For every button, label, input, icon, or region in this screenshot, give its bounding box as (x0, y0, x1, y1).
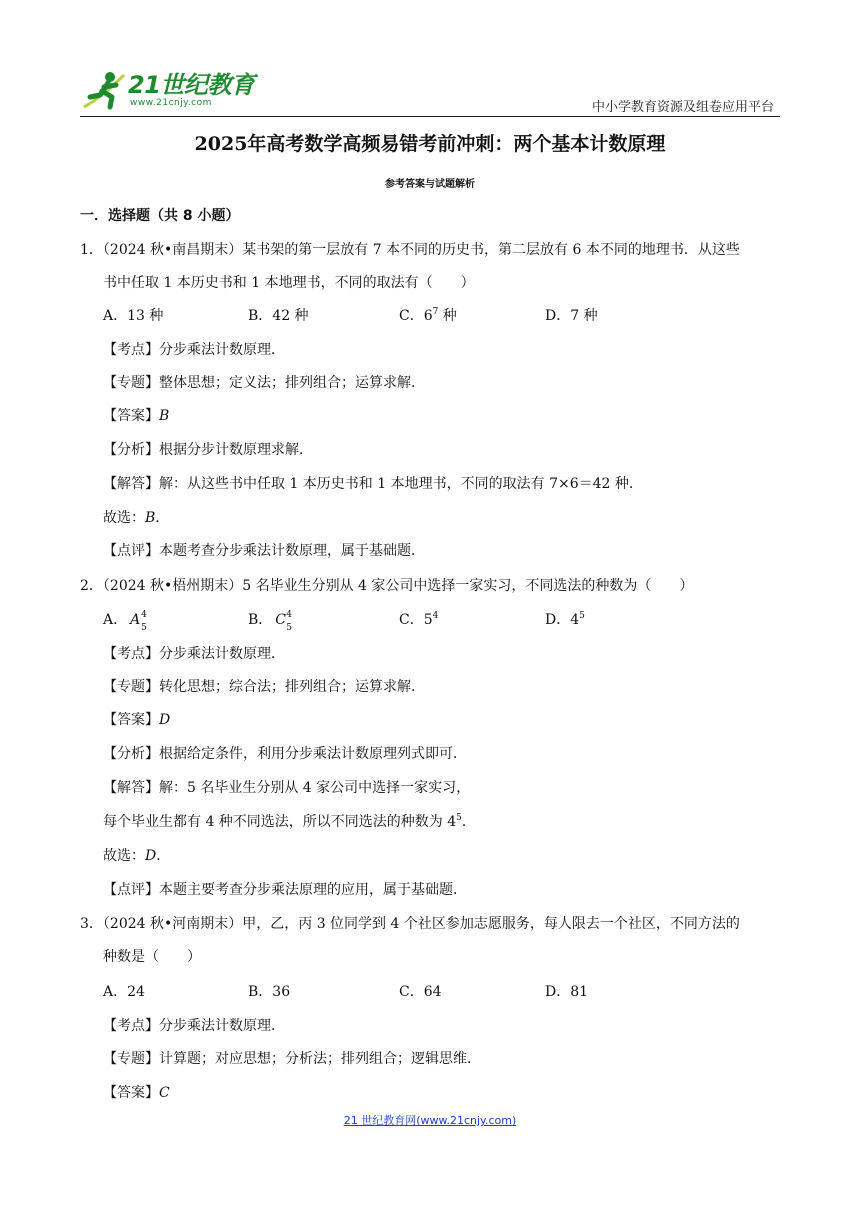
q2-jieda2-exp: 5 (456, 813, 462, 823)
q1-guxuan-end: ． (155, 510, 170, 526)
q3-stem-line2: 种数是（ ） (103, 949, 201, 965)
q2-option-a (103, 610, 148, 633)
section-heading: 一．选择题（共 8 小题） (80, 208, 240, 224)
q2-stem-line1: 2．（2024 秋•梧州期末）5 名毕业生分别从 4 家公司中选择一家实习，不同选法的种数为（ ） (80, 578, 694, 594)
page-subtitle: 参考答案与试题解析 (385, 179, 475, 190)
q2-guxuan-label: 故选： (103, 848, 145, 864)
q2-dianping: 【点评】本题主要考查分步乘法原理的应用，属于基础题． (103, 882, 467, 898)
page-header (80, 62, 780, 118)
q1-answer-label: 【答案】 (103, 408, 159, 424)
q2-option-a-math (130, 610, 147, 633)
q1-zhuanti: 【专题】整体思想；定义法；排列组合；运算求解． (103, 375, 425, 391)
platform-name: 中小学教育资源及组卷应用平台 (591, 100, 774, 115)
q1-option-d: D．7 种 (545, 308, 598, 324)
page-title: 2025年高考数学高频易错考前冲刺：两个基本计数原理 (194, 133, 666, 155)
q1-guxuan-label: 故选： (103, 510, 145, 526)
q2-jieda-line2 (103, 812, 476, 832)
q1-answer-value: B (159, 408, 170, 424)
q2-option-a-symbol: A (130, 612, 141, 628)
q1-option-c-unit: 种 (438, 308, 457, 324)
q2-option-b-label: B． (248, 612, 273, 628)
q1-option-a: A．13 种 (103, 308, 164, 324)
q3-answer (103, 1083, 170, 1103)
logo-wordmark: 21世纪教育 (128, 71, 255, 99)
q2-option-a-lower: 5 (141, 623, 147, 633)
q1-guxuan-value: B (145, 510, 156, 526)
q2-option-d (545, 610, 585, 630)
q2-option-b-upper: 4 (286, 610, 293, 620)
q1-dianping: 【点评】本题考查分步乘法计数原理，属于基础题． (103, 543, 425, 559)
q2-guxuan-value: D (145, 848, 157, 864)
q2-option-b-lower: 5 (286, 623, 293, 633)
q1-option-c-base: C．6 (399, 308, 433, 324)
q3-answer-value: C (159, 1085, 170, 1101)
q1-option-c-exp: 7 (432, 307, 439, 317)
q2-option-c (399, 610, 438, 630)
q2-option-a-upper: 4 (141, 610, 147, 620)
q2-option-c-base: C．5 (399, 612, 433, 628)
q2-option-a-label: A． (103, 612, 128, 628)
q3-option-a: A．24 (103, 984, 145, 1000)
logo-url: www.21cnjy.com (130, 98, 212, 108)
q1-answer (103, 406, 169, 426)
q1-kaodian: 【考点】分步乘法计数原理． (103, 342, 285, 358)
q2-kaodian: 【考点】分步乘法计数原理． (103, 646, 285, 662)
q2-guxuan (103, 846, 170, 866)
q2-guxuan-end: ． (156, 848, 171, 864)
q1-option-c (399, 306, 457, 326)
q3-zhuanti: 【专题】计算题；对应思想；分析法；排列组合；逻辑思维． (103, 1051, 481, 1067)
q2-zhuanti: 【专题】转化思想；综合法；排列组合；运算求解． (103, 679, 425, 695)
header-divider (80, 116, 780, 117)
q1-jieda: 【解答】解：从这些书中任取 1 本历史书和 1 本地理书，不同的取法有 7×6＝42 种． (103, 476, 643, 492)
q2-jieda: 【解答】解：5 名毕业生分别从 4 家公司中选择一家实习， (103, 780, 471, 796)
q1-stem-line2: 书中任取 1 本历史书和 1 本地理书，不同的取法有（ ） (103, 275, 475, 291)
runner-logo-icon (80, 67, 126, 113)
q2-jieda2-text: 每个毕业生都有 4 种不同选法，所以不同选法的种数为 4 (103, 814, 457, 830)
q3-answer-label: 【答案】 (103, 1085, 159, 1101)
q1-fenxi: 【分析】根据分步计数原理求解． (103, 442, 313, 458)
q3-option-c: C．64 (399, 984, 442, 1000)
q2-option-d-base: D．4 (545, 612, 580, 628)
q1-option-b: B．42 种 (248, 308, 309, 324)
q2-option-b (248, 610, 294, 633)
q3-kaodian: 【考点】分步乘法计数原理． (103, 1018, 285, 1034)
q3-option-d: D．81 (545, 984, 589, 1000)
site-logo[interactable] (80, 66, 254, 114)
q2-option-d-exp: 5 (579, 611, 585, 621)
q2-answer (103, 710, 170, 730)
q1-stem-line1: 1．（2024 秋•南昌期末）某书架的第一层放有 7 本不同的历史书，第二层放有 6 本不同的地理书．从这些 (80, 242, 740, 258)
q2-answer-value: D (159, 712, 171, 728)
q1-guxuan (103, 508, 169, 528)
q2-jieda2-end: ． (461, 814, 476, 830)
q3-stem-line1: 3．（2024 秋•河南期末）甲，乙，丙 3 位同学到 4 个社区参加志愿服务，每人限去一个社区，不同方法的 (80, 916, 740, 932)
q2-fenxi: 【分析】根据给定条件，利用分步乘法计数原理列式即可． (103, 746, 467, 762)
q2-option-b-math (275, 610, 293, 633)
q2-option-b-symbol: C (275, 612, 287, 628)
q2-option-c-exp: 4 (432, 611, 439, 621)
q3-option-b: B．36 (248, 984, 291, 1000)
footer-link[interactable]: 21 世纪教育网(www.21cnjy.com) (343, 1114, 517, 1127)
q2-answer-label: 【答案】 (103, 712, 159, 728)
